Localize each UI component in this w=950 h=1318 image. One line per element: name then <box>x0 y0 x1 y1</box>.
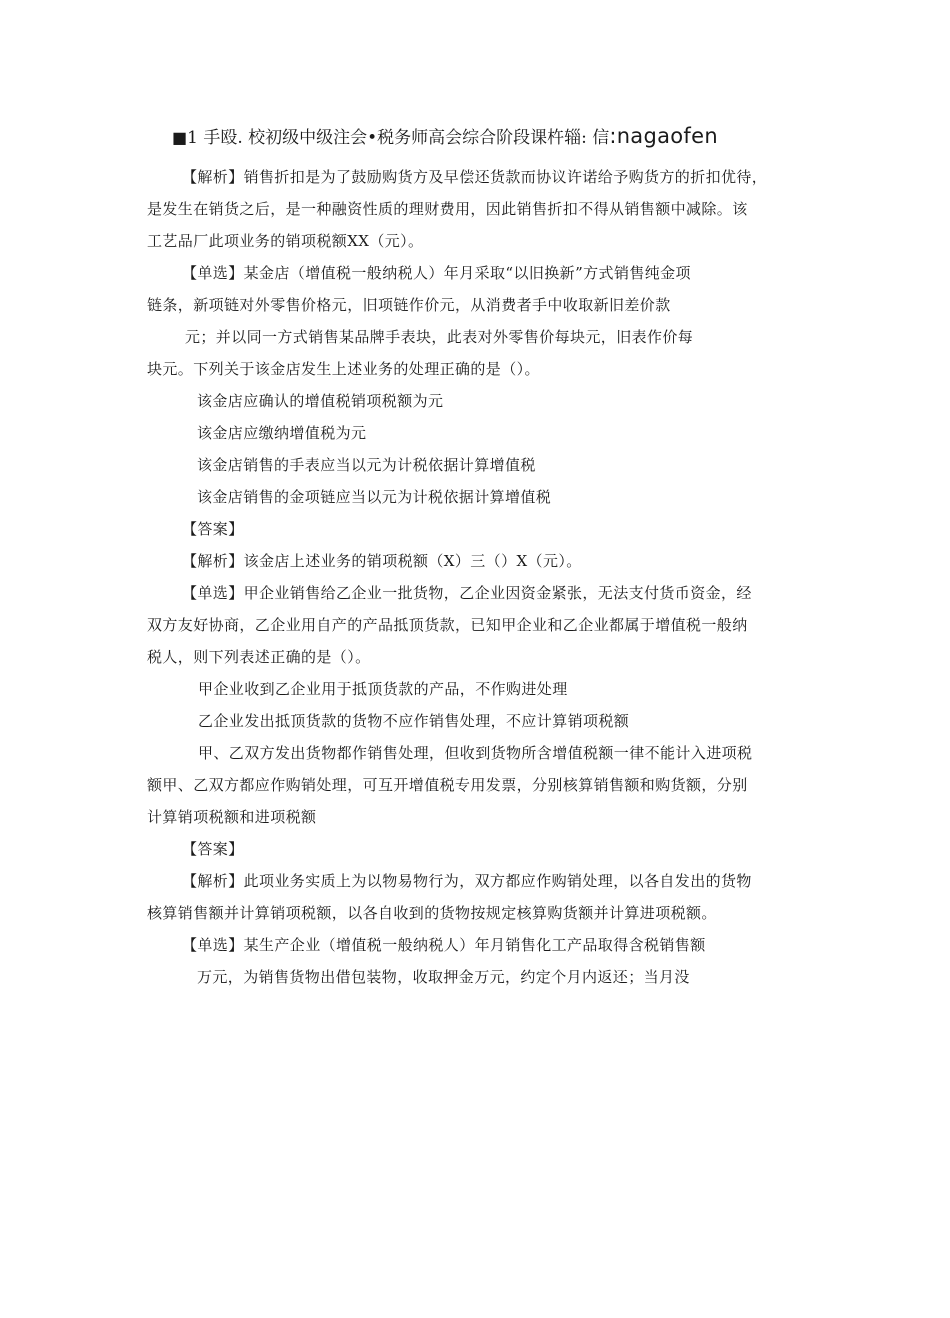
body-line: 核算销售额并计算销项税额，以各自收到的货物按规定核算购货额并计算进项税额。 <box>147 904 717 922</box>
header-text: 1 手殴. 校初级中级注会•税务师高会综合阶段课杵辎: 信 <box>187 128 610 148</box>
option-line: 该金店销售的手表应当以元为计税依据计算增值税 <box>197 456 536 474</box>
body-line: 双方友好协商，乙企业用自产的产品抵顶货款，已知甲企业和乙企业都属于增值税一般纳 <box>147 616 748 634</box>
answer-label: 【答案】 <box>182 520 244 538</box>
option-line: 该金店应缴纳增值税为元 <box>197 424 367 442</box>
page-header <box>172 122 812 152</box>
option-line: 该金店应确认的增值税销项税额为元 <box>197 392 444 410</box>
option-line: 甲、乙双方发出货物都作销售处理，但收到货物所含增值税额一律不能计入进项税 <box>198 744 753 762</box>
body-line: 【解析】该金店上述业务的销项税额（X）三（）X（元）。 <box>182 552 582 570</box>
body-line: 额甲、乙双方都应作购销处理，可互开增值税专用发票，分别核算销售额和购货额，分别 <box>147 776 748 794</box>
body-line: 税人，则下列表述正确的是（）。 <box>147 648 371 666</box>
header-wechat-id: :nagaofen <box>609 124 718 148</box>
body-line: 【单选】某生产企业（增值税一般纳税人）年月销售化工产品取得含税销售额 <box>182 936 706 954</box>
body-line: 【单选】甲企业销售给乙企业一批货物，乙企业因资金紧张，无法支付货币资金，经 <box>182 584 752 602</box>
body-line: 计算销项税额和进项税额 <box>147 808 317 826</box>
body-line: 工艺品厂此项业务的销项税额XX（元）。 <box>147 232 424 250</box>
square-bullet-icon: ■ <box>172 128 188 147</box>
option-line: 乙企业发出抵顶货款的货物不应作销售处理，不应计算销项税额 <box>198 712 630 730</box>
body-line: 元；并以同一方式销售某品牌手表块，此表对外零售价每块元，旧表作价每 <box>185 328 694 346</box>
body-line: 【单选】某金店（增值税一般纳税人）年月采取“以旧换新”方式销售纯金项 <box>182 264 691 282</box>
body-line: 【解析】此项业务实质上为以物易物行为，双方都应作购销处理，以各自发出的货物 <box>182 872 752 890</box>
option-line: 甲企业收到乙企业用于抵顶货款的产品，不作购进处理 <box>198 680 568 698</box>
body-line: 万元，为销售货物出借包装物，收取押金万元，约定个月内返还；当月没 <box>197 968 690 986</box>
body-line: 块元。下列关于该金店发生上述业务的处理正确的是（）。 <box>147 360 540 378</box>
answer-label: 【答案】 <box>182 840 244 858</box>
option-line: 该金店销售的金项链应当以元为计税依据计算增值税 <box>197 488 552 506</box>
body-line: 链条，新项链对外零售价格元，旧项链作价元，从消费者手中收取新旧差价款 <box>147 296 671 314</box>
body-line: 是发生在销货之后，是一种融资性质的理财费用，因此销售折扣不得从销售额中减除。该 <box>147 200 748 218</box>
body-line: 【解析】销售折扣是为了鼓励购货方及早偿还货款而协议许诺给予购货方的折扣优待， <box>182 168 768 186</box>
